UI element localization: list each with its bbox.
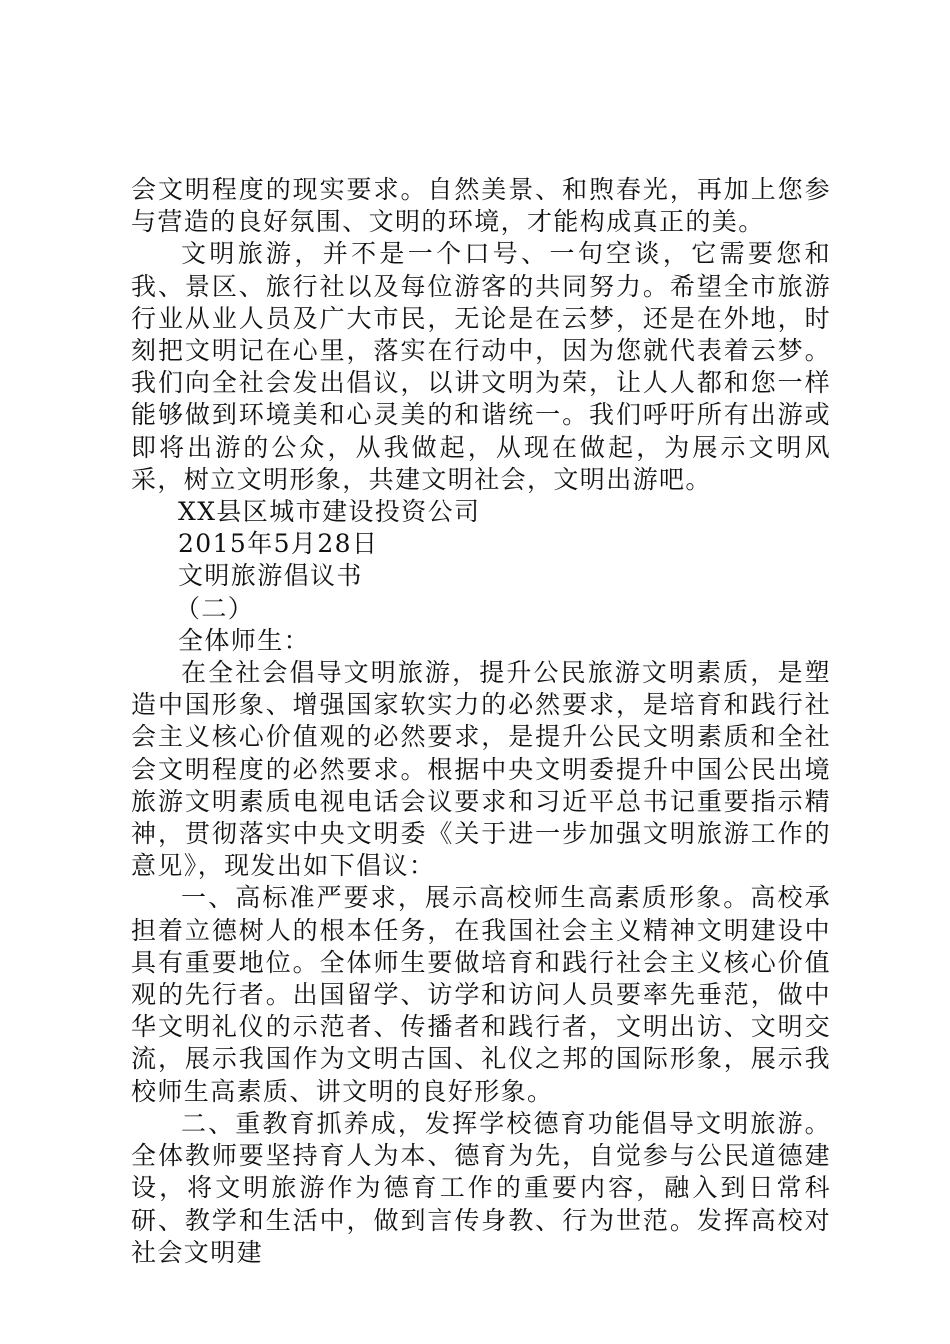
signature-organization: XX县区城市建设投资公司 — [178, 497, 481, 527]
paragraph-civilized-travel-appeal: 文明旅游，并不是一个口号、一句空谈，它需要您和我、景区、旅行社以及每位游客的共同努力。希望全市旅游行业从业人员及广大市民，无论是在云梦，还是在外地，时刻把文明记在心里，落实在行动中，因为您就代表着云梦。我们向全社会发出倡议，以讲文明为荣，让人人都和您一样能够做到环境美和心灵美的和谐统一。我们呼吁所有出游或即将出游的公众，从我做起，从现在做起，为展示文明风采，树立文明形象，共建文明社会，文明出游吧。 — [131, 239, 831, 494]
document-body — [131, 174, 831, 1269]
paragraph-continued: 会文明程度的现实要求。自然美景、和煦春光，再加上您参与营造的良好氛围、文明的环境，才能构成真正的美。 — [131, 175, 831, 237]
paragraph-introduction: 在全社会倡导文明旅游，提升公民旅游文明素质，是塑造中国形象、增强国家软实力的必然要求，是培育和践行社会主义核心价值观的必然要求，是提升公民文明素质和全社会文明程度的必然要求。根据中央文明委提升中国公民出境旅游文明素质电视电话会议要求和习近平总书记重要指示精神，贯彻落实中央文明委《关于进一步加强文明旅游工作的意见》，现发出如下倡议： — [131, 658, 831, 881]
salutation: 全体师生： — [178, 625, 311, 655]
section-number: （二） — [175, 593, 255, 623]
signature-date: 2015年5月28日 — [178, 529, 379, 559]
paragraph-point-two: 二、重教育抓养成，发挥学校德育功能倡导文明旅游。全体教师要坚持育人为本、德育为先，自觉参与公民道德建设，将文明旅游作为德育工作的重要内容，融入到日常科研、教学和生活中，做到言传身教、行为世范。发挥高校对社会文明建 — [131, 1108, 831, 1267]
section-title: 文明旅游倡议书 — [178, 561, 363, 591]
paragraph-point-one: 一、高标准严要求，展示高校师生高素质形象。高校承担着立德树人的根本任务，在我国社会主义精神文明建设中具有重要地位。全体师生要做培育和践行社会主义核心价值观的先行者。出国留学、访学和访问人员要率先垂范，做中华文明礼仪的示范者、传播者和践行者，文明出访、文明交流，展示我国作为文明古国、礼仪之邦的国际形象，展示我校师生高素质、讲文明的良好形象。 — [131, 883, 831, 1106]
